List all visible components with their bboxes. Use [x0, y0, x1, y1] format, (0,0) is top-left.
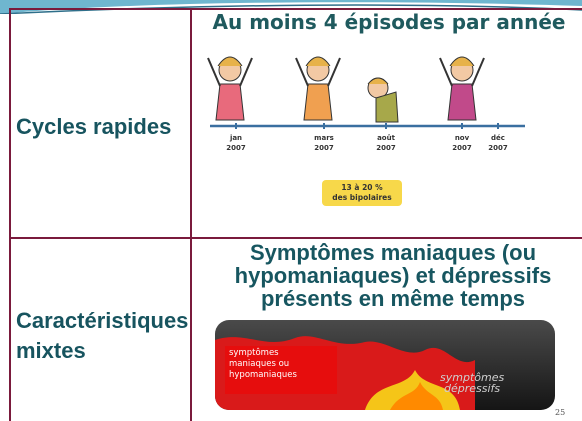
row-label-mixed-features: Caractéristiques mixtes: [16, 308, 189, 363]
depressive-symptoms-label: symptômes dépressifs: [440, 371, 505, 395]
month-label-aout: août: [377, 134, 395, 142]
page-number: 25: [555, 408, 566, 417]
manic-symptoms-label: symptômes maniaques ou hypomaniaques: [225, 346, 337, 394]
row-label-rapid-cycles: Cycles rapides: [16, 114, 172, 139]
depressed-figure-aout: [368, 78, 398, 122]
year-label-jan: 2007: [226, 144, 246, 152]
prevalence-badge: 13 à 20 % des bipolaires: [322, 180, 402, 206]
manic-figure-jan: [208, 57, 252, 120]
manic-figure-mars: [296, 57, 340, 120]
mixed-features-title: Symptômes maniaques (ou hypomaniaques) et dépressifs présents en même temps: [234, 240, 552, 311]
year-label-aout: 2007: [376, 144, 396, 152]
manic-figure-nov: [440, 57, 484, 120]
year-label-dec: 2007: [488, 144, 508, 152]
year-label-mars: 2007: [314, 144, 334, 152]
rapid-cycles-title: Au moins 4 épisodes par année: [212, 10, 566, 34]
year-label-nov: 2007: [452, 144, 472, 152]
month-label-nov: nov: [454, 134, 470, 142]
month-label-mars: mars: [314, 134, 334, 142]
month-label-dec: déc: [491, 134, 505, 142]
month-label-jan: jan: [229, 134, 243, 142]
